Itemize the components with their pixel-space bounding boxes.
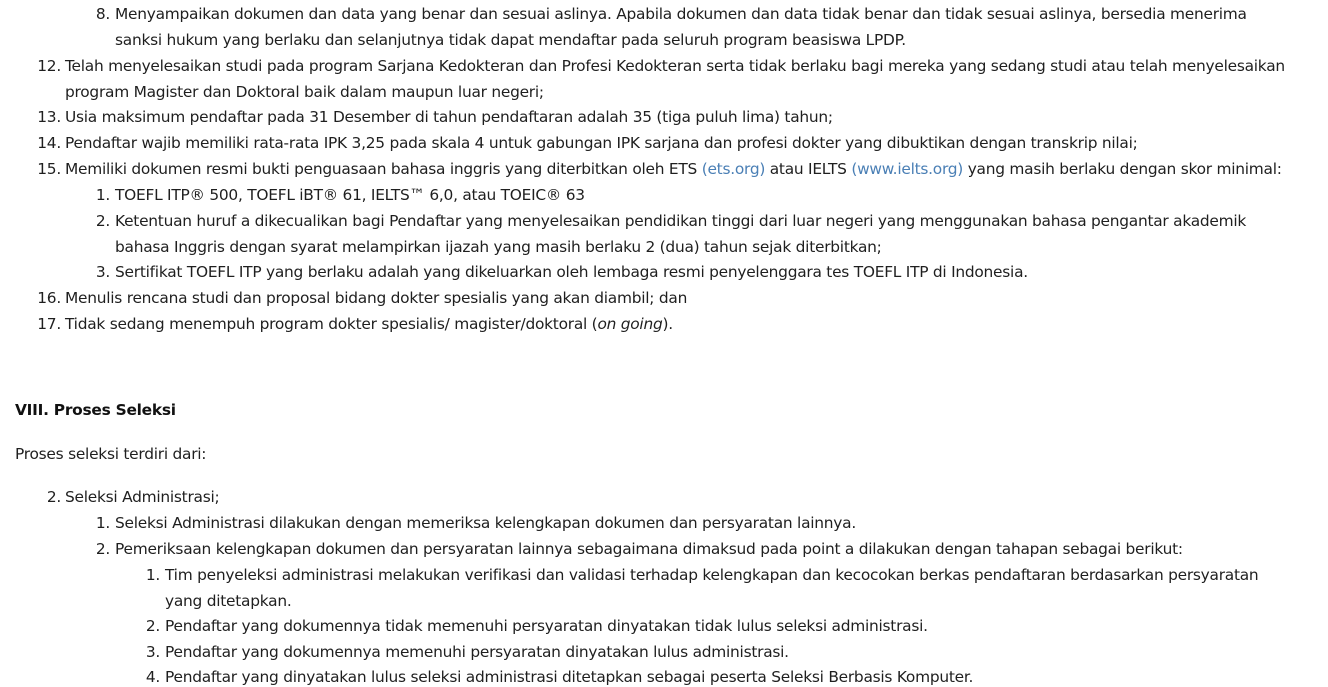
- list-item-text: yang ditetapkan.: [165, 592, 292, 610]
- list-number: 2.: [95, 212, 110, 230]
- list-item-text: program Magister dan Doktoral baik dalam maupun luar negeri;: [65, 83, 544, 101]
- ets-link[interactable]: (ets.org): [701, 160, 766, 178]
- text-segment: Tidak sedang menempuh program dokter spesialis/ magister/doktoral (: [65, 315, 598, 333]
- list-item-text: Sertifikat TOEFL ITP yang berlaku adalah yang dikeluarkan oleh lembaga resmi penyelenggara tes TOEFL ITP di Indonesia.: [115, 263, 1028, 281]
- text-segment: yang masih berlaku dengan skor minimal:: [963, 160, 1282, 178]
- text-segment: atau IELTS: [765, 160, 852, 178]
- list-number: 8.: [95, 5, 110, 23]
- list-item-text: sanksi hukum yang berlaku dan selanjutnya tidak dapat mendaftar pada seluruh program beasiswa LPDP.: [115, 31, 906, 49]
- list-item-text: [65, 159, 1282, 179]
- list-item-text: bahasa Inggris dengan syarat melampirkan ijazah yang masih berlaku 2 (dua) tahun sejak diterbitkan;: [115, 238, 882, 256]
- list-item-text: Pendaftar yang dokumennya memenuhi persyaratan dinyatakan lulus administrasi.: [165, 643, 789, 661]
- list-number: 15.: [37, 160, 61, 178]
- list-number: 2.: [95, 540, 110, 558]
- list-number: 1.: [145, 566, 160, 584]
- list-number: 13.: [37, 108, 61, 126]
- list-item-text: Tim penyeleksi administrasi melakukan verifikasi dan validasi terhadap kelengkapan dan kecocokan berkas pendaftaran berdasarkan persyaratan: [165, 566, 1259, 584]
- list-item-text: Ketentuan huruf a dikecualikan bagi Pendaftar yang menyelesaikan pendidikan tinggi dari luar negeri yang menggunakan bahasa pengantar akademik: [115, 212, 1247, 230]
- list-number: 14.: [37, 134, 61, 152]
- list-item-text: Menyampaikan dokumen dan data yang benar dan sesuai aslinya. Apabila dokumen dan data tidak benar dan tidak sesuai aslinya, bersedia menerima: [115, 5, 1247, 23]
- list-number: 17.: [37, 315, 61, 333]
- list-number: 4.: [145, 668, 160, 686]
- list-item-text: Pendaftar yang dokumennya tidak memenuhi persyaratan dinyatakan tidak lulus seleksi administrasi.: [165, 617, 928, 635]
- list-number: 3.: [95, 263, 110, 281]
- list-item-text: [65, 314, 673, 334]
- list-item-text: TOEFL ITP® 500, TOEFL iBT® 61, IELTS™ 6,0, atau TOEIC® 63: [115, 186, 585, 204]
- list-item-text: Menulis rencana studi dan proposal bidang dokter spesialis yang akan diambil; dan: [65, 289, 688, 307]
- emphasis-text: on going: [597, 315, 663, 333]
- list-item-text: Pemeriksaan kelengkapan dokumen dan persyaratan lainnya sebagaimana dimaksud pada point a dilakukan dengan tahapan sebagai berikut:: [115, 540, 1183, 558]
- list-item-text: Seleksi Administrasi dilakukan dengan memeriksa kelengkapan dokumen dan persyaratan lainnya.: [115, 514, 856, 532]
- list-number: 12.: [37, 57, 61, 75]
- ielts-link[interactable]: (www.ielts.org): [851, 160, 964, 178]
- list-item-text: Usia maksimum pendaftar pada 31 Desember di tahun pendaftaran adalah 35 (tiga puluh lima) tahun;: [65, 108, 833, 126]
- text-segment: ).: [662, 315, 673, 333]
- list-item-text: Seleksi Administrasi;: [65, 488, 220, 506]
- list-number: 2.: [145, 617, 160, 635]
- list-number: 16.: [37, 289, 61, 307]
- list-item-text: Pendaftar wajib memiliki rata-rata IPK 3,25 pada skala 4 untuk gabungan IPK sarjana dan profesi dokter yang dibuktikan dengan transkrip nilai;: [65, 134, 1138, 152]
- list-number: 1.: [95, 514, 110, 532]
- text-segment: Memiliki dokumen resmi bukti penguasaan bahasa inggris yang diterbitkan oleh ETS: [65, 160, 702, 178]
- list-number: 2.: [46, 488, 61, 506]
- list-item-text: Pendaftar yang dinyatakan lulus seleksi administrasi ditetapkan sebagai peserta Seleksi Berbasis Komputer.: [165, 668, 974, 686]
- list-number: 1.: [95, 186, 110, 204]
- section-heading: VIII. Proses Seleksi: [15, 401, 176, 419]
- list-item-text: Telah menyelesaikan studi pada program Sarjana Kedokteran dan Profesi Kedokteran serta tidak berlaku bagi mereka yang sedang studi atau telah menyelesaikan: [65, 57, 1285, 75]
- section-intro: Proses seleksi terdiri dari:: [15, 445, 207, 463]
- list-number: 3.: [145, 643, 160, 661]
